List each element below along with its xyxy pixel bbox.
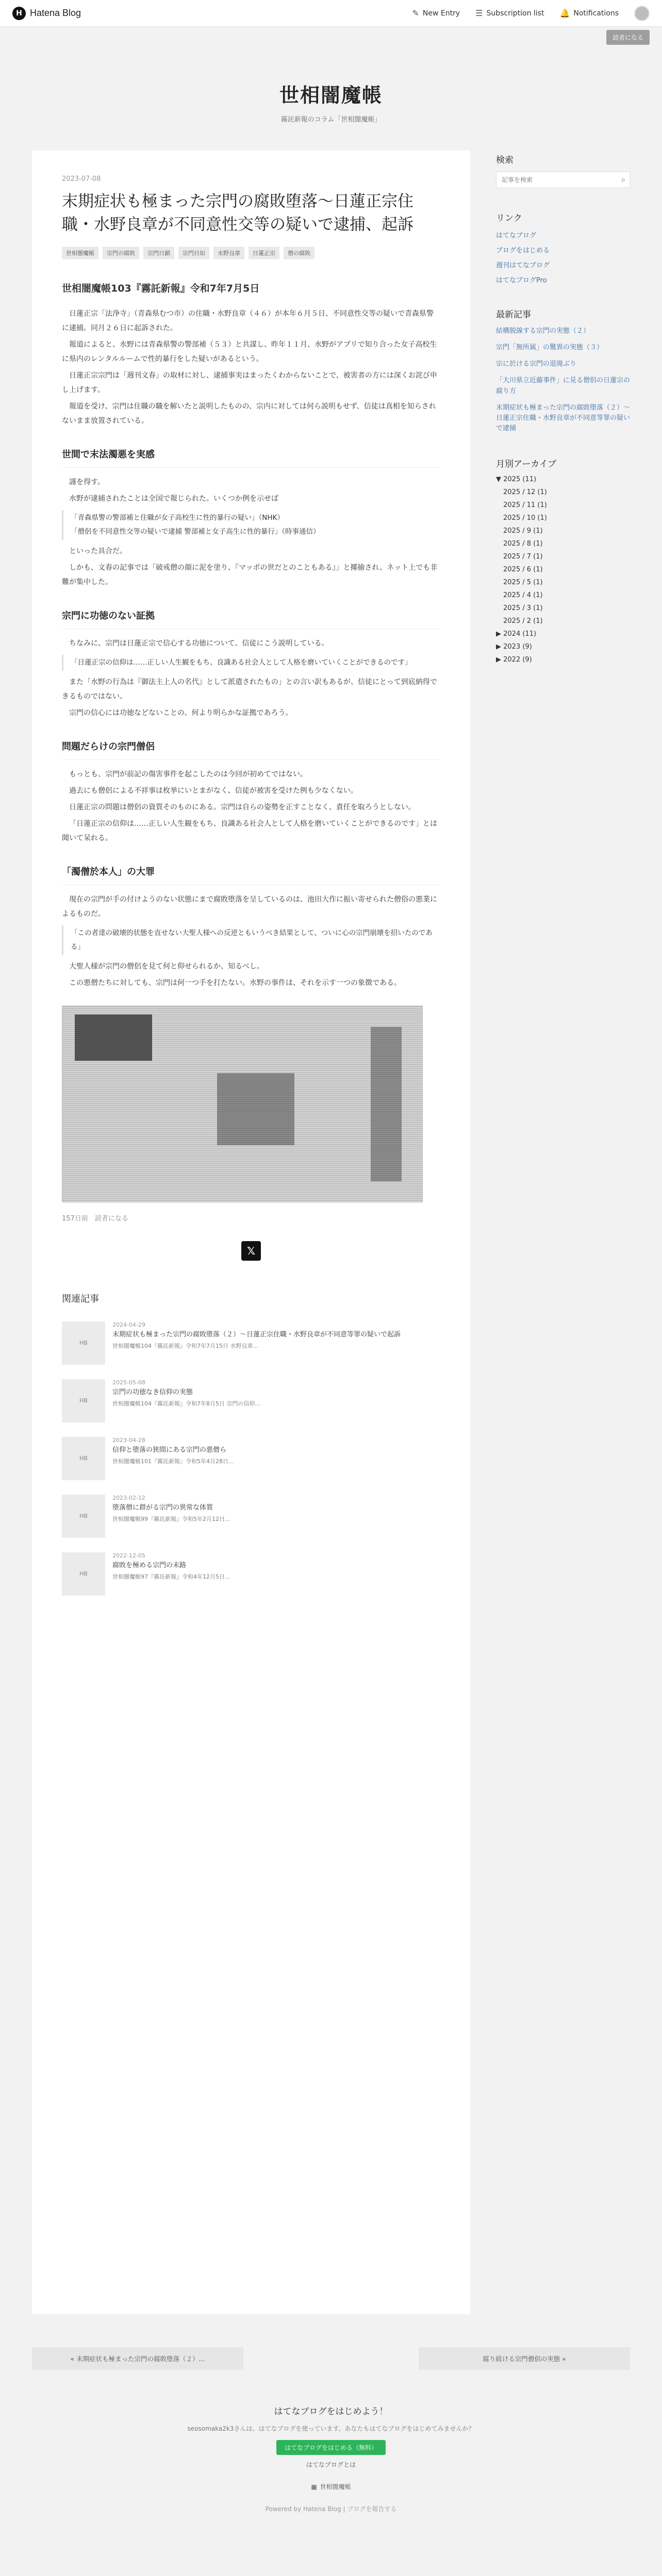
section-heading: 世間で末法濁悪を実感 bbox=[62, 446, 440, 468]
archive-month-link[interactable]: 2025 / 11 (1) bbox=[503, 501, 547, 510]
body-paragraph: 報道を受け、宗門は住職の職を解いたと説明したものの、宗内に対しては何ら説明もせず、信徒は真相を知らされないまま放置されている。 bbox=[62, 402, 436, 425]
sidebar-archive bbox=[496, 456, 630, 664]
sidebar-link[interactable]: はてなブログPro bbox=[496, 277, 547, 284]
search-input[interactable] bbox=[501, 176, 621, 184]
body-paragraph: 謹を得す。 bbox=[69, 478, 105, 486]
archive-month-link[interactable]: 2025 / 10 (1) bbox=[503, 514, 547, 522]
blog-description: 霧託新報のコラム「世相闇魔帳」 bbox=[280, 116, 382, 124]
newspaper-photo-block bbox=[217, 1073, 294, 1145]
user-avatar[interactable] bbox=[634, 6, 650, 21]
start-blog-button[interactable]: はてなブログをはじめる（無料） bbox=[276, 2440, 386, 2455]
related-entry[interactable] bbox=[62, 1487, 440, 1545]
hatena-brand[interactable] bbox=[12, 7, 81, 20]
related-date: 2023-02-12 bbox=[112, 1494, 145, 1501]
category-tag[interactable]: 宗門の腐敗 bbox=[103, 247, 139, 259]
related-title[interactable]: 末期症状も極まった宗門の腐敗堕落（２）〜日蓮正宗住職・水野良章が不同意等罪の疑いで起訴 bbox=[112, 1330, 401, 1338]
archive-year-toggle[interactable]: ▶ 2024 (11) bbox=[496, 630, 537, 638]
quote-line: 「僧侶を不同意性交等の疑いで逮捕 警部補と女子高生に性的暴行」（時事通信） bbox=[71, 527, 320, 536]
related-summary: 世相闇魔帳104『霧託新報』令和7年7月15日 水野良章... bbox=[112, 1343, 258, 1350]
recent-entry-link[interactable]: 宗門「無所属」の驚異の実態（３） bbox=[496, 344, 604, 352]
related-entry[interactable] bbox=[62, 1430, 440, 1487]
related-summary: 世相闇魔帳97『霧託新報』令和4年12月5日... bbox=[112, 1573, 230, 1581]
sidebar-link[interactable]: はてなブログ bbox=[496, 232, 537, 240]
related-date: 2025-05-08 bbox=[112, 1379, 145, 1386]
archive-year-toggle[interactable]: ▶ 2022 (9) bbox=[496, 656, 532, 664]
recent-entry-link[interactable]: 末期症状も極まった宗門の腐敗堕落（２）〜日蓮正宗住職・水野良章が不同意等罪の疑いで逮捕 bbox=[496, 403, 631, 432]
sidebar-link[interactable]: ブログをはじめる bbox=[496, 247, 550, 255]
quote-line: 「青森県警の警部補と住職が女子高校生に性的暴行の疑い」（NHK） bbox=[71, 513, 284, 522]
subscribe-button[interactable]: 読者になる bbox=[606, 30, 650, 45]
body-paragraph: この悪僧たちに対しても、宗門は何一つ手を打たない。水野の事件は、それを示す一つの象徴である。 bbox=[69, 978, 401, 987]
powered-by[interactable]: Powered by Hatena Blog | ブログを報告する bbox=[265, 2505, 397, 2513]
x-share-icon[interactable]: 𝕏 bbox=[241, 1241, 261, 1261]
search-icon[interactable]: ⌕ bbox=[621, 176, 625, 184]
recent-entry-link[interactable]: 結構脱線する宗門の実態（２） bbox=[496, 327, 590, 335]
search-box bbox=[496, 172, 630, 188]
related-date: 2024-04-29 bbox=[112, 1321, 145, 1328]
quote-block bbox=[62, 655, 440, 671]
body-paragraph: しかも、文春の記事では「破戒僧の顔に泥を塗り、『マッポの世だとのこともある』」と揶揄され、ネット上でも非難が集中した。 bbox=[62, 563, 438, 586]
related-heading: 関連記事 bbox=[62, 1293, 99, 1304]
content-container bbox=[32, 150, 630, 2314]
new-entry-button[interactable] bbox=[412, 8, 460, 18]
recent-entry-link[interactable]: 「大川県立近藤事件」に見る僧侶の日蓮宗の腐り方 bbox=[496, 377, 631, 395]
related-entry[interactable] bbox=[62, 1314, 440, 1372]
entry-pager bbox=[32, 2347, 630, 2370]
subscription-list-button[interactable] bbox=[475, 8, 544, 18]
list-icon: ☰ bbox=[475, 8, 483, 18]
archive-month-link[interactable]: 2025 / 12 (1) bbox=[503, 488, 547, 497]
global-header bbox=[0, 0, 662, 27]
cta-title: はてなブログをはじめよう！ bbox=[274, 2406, 388, 2417]
related-thumbnail: HB bbox=[62, 1437, 105, 1480]
body-paragraph: 大聖人様が宗門の僧侶を見て何と仰せられるか、知るべし。 bbox=[69, 962, 264, 971]
related-thumbnail: HB bbox=[62, 1379, 105, 1422]
entry-date[interactable]: 2023-07-08 bbox=[62, 175, 101, 183]
body-paragraph: 日蓮正宗宗門は「週刊文春」の取材に対し、逮捕事実はまったくわからないことで、被害者の方には深くお詫び申し上げます。 bbox=[62, 371, 437, 394]
newspaper-column-block bbox=[371, 1027, 402, 1181]
body-paragraph: といった具合だ。 bbox=[69, 547, 127, 555]
quote-block bbox=[62, 510, 440, 540]
related-thumbnail: HB bbox=[62, 1321, 105, 1365]
body-paragraph: 報道によると、水野には青森県警の警部補（５３）と共謀し、昨年１１月、水野がアプリで知り合った女子高校生に県内のレンタルルームで性的暴行をした疑いがあるという。 bbox=[62, 340, 437, 363]
archive-year-toggle[interactable]: ▶ 2023 (9) bbox=[496, 643, 532, 651]
category-tag[interactable]: 宗門日如 bbox=[178, 247, 209, 259]
body-paragraph: また「水野の行為は『御法主上人の名代』として派遣されたもの」との言い訳もあるが、信徒にとって到底納得できるものではない。 bbox=[62, 677, 437, 701]
section-heading: 「濁僧於本人」の大罪 bbox=[62, 863, 440, 885]
quote-line: 「日蓮正宗の信仰は……正しい人生観をもち、良識ある社会人として人格を磨いていくことができるのです」 bbox=[71, 658, 412, 667]
body-paragraph: 水野が逮捕されたことは全国で報じられた。いくつか例を示せば bbox=[69, 494, 278, 503]
body-paragraph: 過去にも僧侶による不祥事は枚挙にいとまがなく、信徒が被害を受けた例も少なくない。 bbox=[69, 786, 358, 795]
related-date: 2022-12-05 bbox=[112, 1552, 145, 1559]
blog-tool-label: 世相闇魔帳 bbox=[320, 2483, 351, 2490]
quote-block bbox=[62, 925, 440, 955]
archive-month-link[interactable]: 2025 / 8 (1) bbox=[503, 540, 543, 548]
archive-month-link[interactable]: 2025 / 5 (1) bbox=[503, 579, 543, 587]
pencil-icon: ✎ bbox=[412, 8, 419, 18]
sidebar-recent bbox=[496, 307, 630, 434]
blog-icon: ▦ bbox=[311, 2483, 317, 2490]
blog-header bbox=[0, 79, 662, 124]
entry-lead-heading: 世相闇魔帳103『霧託新報』令和7年7月5日 bbox=[62, 282, 260, 294]
new-entry-label: New Entry bbox=[422, 9, 460, 18]
body-paragraph: 現在の宗門が手の付けようのない状態にまで腐敗堕落を呈しているのは、池田大作に振い寄せられた僧俗の悪業によるものだ。 bbox=[62, 895, 437, 918]
related-title[interactable]: 腐敗を極める宗門の末路 bbox=[112, 1561, 187, 1569]
notifications-label: Notifications bbox=[573, 9, 619, 18]
bell-icon: 🔔 bbox=[559, 8, 570, 18]
sidebar bbox=[496, 150, 630, 2314]
body-paragraph: 「日蓮正宗の信仰は……正しい人生観をもち、良識ある社会人として人格を磨いていくことができるのです」とは聞いて呆れる。 bbox=[62, 819, 437, 842]
category-tag[interactable]: 水野良章 bbox=[213, 247, 244, 259]
about-hatena-blog-link[interactable]: はてなブログとは bbox=[306, 2461, 356, 2468]
links-heading: リンク bbox=[496, 213, 522, 224]
prev-entry-button[interactable]: « 末期症状も極まった宗門の腐敗堕落（２）... bbox=[32, 2347, 243, 2370]
archive-month-link[interactable]: 2025 / 7 (1) bbox=[503, 553, 543, 561]
search-heading: 検索 bbox=[496, 155, 514, 165]
category-tag[interactable]: 世相闇魔帳 bbox=[62, 247, 98, 259]
entry-title[interactable]: 末期症状も極まった宗門の腐敗堕落〜日蓮正宗住職・水野良章が不同意性交等の疑いで逮捕、起訴 bbox=[62, 192, 413, 234]
related-entry[interactable] bbox=[62, 1545, 440, 1603]
recent-heading: 最新記事 bbox=[496, 310, 531, 320]
body-paragraph: 宗門の信心には功徳などないことの、何より明らかな証拠であろう。 bbox=[69, 708, 293, 717]
category-tag[interactable]: 僧の腐敗 bbox=[284, 247, 315, 259]
body-paragraph: もっとも、宗門が前記の傷害事件を起こしたのは今回が初めてではない。 bbox=[69, 770, 307, 778]
archive-year-toggle[interactable]: ▼ 2025 (11) bbox=[496, 476, 537, 484]
archive-month-link[interactable]: 2025 / 2 (1) bbox=[503, 617, 543, 625]
sidebar-search bbox=[496, 152, 630, 188]
hatena-logo-icon: H bbox=[12, 7, 26, 20]
related-title[interactable]: 堕落僧に群がる宗門の異常な体質 bbox=[112, 1503, 213, 1512]
brand-name: Hatena Blog bbox=[30, 8, 81, 18]
body-paragraph: 日蓮正宗「法浄寺」（青森県むつ市）の住職・水野良章（４６）が本年６月５日、不同意性交等の疑いで青森県警に逮捕。同月２６日に起訴された。 bbox=[62, 309, 434, 332]
footer-cta bbox=[0, 2404, 662, 2513]
related-summary: 世相闇魔帳101『霧託新報』令和5年4月28日... bbox=[112, 1458, 234, 1465]
newspaper-headline-block bbox=[75, 1014, 152, 1061]
related-title[interactable]: 信仰と堕落の狭間にある宗門の悪僧ら bbox=[112, 1446, 227, 1454]
sidebar-link[interactable]: 週刊はてなブログ bbox=[496, 262, 550, 269]
related-date: 2023-04-28 bbox=[112, 1436, 145, 1444]
blog-tool-link[interactable] bbox=[311, 2482, 351, 2491]
article bbox=[32, 150, 470, 2314]
archive-month-link[interactable]: 2025 / 9 (1) bbox=[503, 527, 543, 535]
archive-month-link[interactable]: 2025 / 3 (1) bbox=[503, 604, 543, 613]
category-tag[interactable]: 宗門日顕 bbox=[143, 247, 174, 259]
body-paragraph: ちなみに、宗門は日蓮正宗で信心する功徳について、信徒にこう説明している。 bbox=[69, 639, 329, 648]
archive-heading: 月別アーカイブ bbox=[496, 459, 557, 470]
archive-month-list bbox=[496, 488, 630, 625]
blog-title[interactable]: 世相闇魔帳 bbox=[279, 83, 383, 107]
related-entry[interactable] bbox=[62, 1372, 440, 1430]
related-summary: 世相闇魔帳104『霧託新報』令和7年8月5日 宗門の信仰... bbox=[112, 1400, 260, 1408]
next-entry-button[interactable]: 腐り続ける宗門僧侶の実態 » bbox=[419, 2347, 630, 2370]
section-heading: 問題だらけの宗門僧侶 bbox=[62, 738, 440, 760]
quote-line: 「この者達の破壊的状態を直せない大聖人様への反逆ともいうべき結果として、ついに心の宗門崩壊を招いたのである」 bbox=[71, 928, 433, 951]
related-entries bbox=[62, 1292, 440, 1603]
category-list bbox=[62, 247, 440, 259]
category-tag[interactable]: 日蓮正宗 bbox=[249, 247, 279, 259]
related-title[interactable]: 宗門の功徳なき信仰の実態 bbox=[112, 1388, 193, 1396]
subscribe-bar bbox=[0, 27, 662, 47]
sidebar-links bbox=[496, 211, 630, 284]
section-heading: 宗門に功徳のない証拠 bbox=[62, 607, 440, 629]
related-summary: 世相闇魔帳99『霧託新報』令和5年2月12日... bbox=[112, 1516, 230, 1523]
archive-month-link[interactable]: 2025 / 4 (1) bbox=[503, 591, 543, 600]
recent-entry-link[interactable]: 宗に於ける宗門の退廃ぶり bbox=[496, 360, 577, 368]
newspaper-clipping-image bbox=[62, 1006, 423, 1202]
related-thumbnail: HB bbox=[62, 1495, 105, 1538]
notifications-button[interactable] bbox=[559, 8, 619, 18]
entry-body bbox=[62, 279, 440, 990]
entry-footer: 157日前 読者になる bbox=[62, 1214, 128, 1223]
related-thumbnail: HB bbox=[62, 1552, 105, 1596]
subscription-list-label: Subscription list bbox=[486, 9, 544, 18]
archive-month-link[interactable]: 2025 / 6 (1) bbox=[503, 566, 543, 574]
cta-text: seosomaka2k3さんは、はてなブログを使っています。あなたもはてなブログをはじめてみませんか？ bbox=[187, 2425, 475, 2432]
body-paragraph: 日蓮正宗の問題は僧侶の資質そのものにある。宗門は自らの姿勢を正すことなく、責任を取ろうとしない。 bbox=[69, 803, 416, 811]
